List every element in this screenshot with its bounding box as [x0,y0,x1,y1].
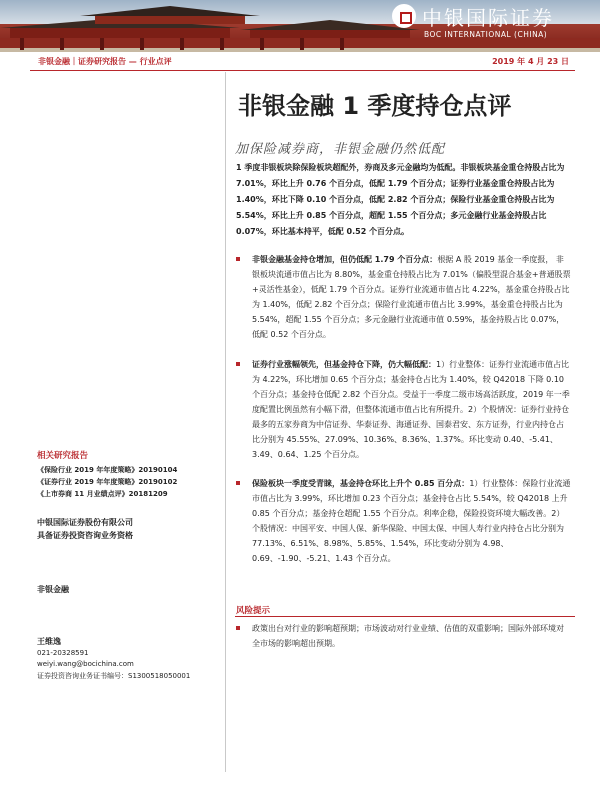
sidebar [30,72,225,772]
bullet-text: 1）行业整体：保险行业流通市值占比为 3.99%，环比增加 0.23 个百分点；基金持仓占比 5.54%，较 Q42018 上升 0.85 个百分点；基金持仓超配 1.55 个百分点。利率企稳，保险投资环境大幅改善。2）个股情况：中国平安、中国人保、新华保险、中国太保、中国人寿行业内持仓占比分别为 77.13%、6.51%、8.98%、5.85%、1.54%，环比变动分别为 4.98、0.69、-1.90、-5.21、1.43 个百分点。 [252,479,571,563]
category-bar [30,55,575,71]
bullet-square-icon [236,626,240,630]
bullet-lead: 证券行业涨幅领先，但基金持仓下降，仍大幅低配： [252,360,436,369]
bank-logo-icon [392,4,416,28]
analyst-name: 王维逸 [37,637,61,646]
page-subtitle: 加保险减券商，非银金融仍然低配 [235,142,446,157]
bullet-item [236,357,571,462]
analyst-certificate: 证券投资咨询业务证书编号：S1300518050001 [37,672,191,680]
logo-english-name: BOC INTERNATIONAL (CHINA) [424,30,548,39]
risk-text: 政策出台对行业的影响超预期；市场波动对行业业绩、估值的双重影响；国际外部环境对全市场的影响超出预期。 [252,624,564,648]
company-logo [392,2,592,46]
bullet-item [236,252,571,342]
risk-divider [235,616,575,617]
risk-heading: 风险提示 [236,606,271,616]
company-name: 中银国际证券股份有限公司 [37,518,133,527]
bullet-square-icon [236,481,240,485]
analyst-email[interactable]: weiyi.wang@bocichina.com [37,660,134,668]
summary-paragraph: 1 季度非银板块除保险板块超配外，券商及多元金融均为低配。非银板块基金重仓持股占比为 7.01%，环比上升 0.76 个百分点，低配 1.79 个百分点；证券行业基金重仓持股占比为 1.40%，环比下降 0.10 个百分点，低配 2.82 个百分点；保险行业基金重仓持股占比为 5.54%，环比上升 0.85 个百分点，超配 1.55 个百分点；多元金融行业基金持股占比 0.07%，环比基本持平，低配 0.52 个百分点。 [236,163,565,236]
related-report-item[interactable]: 《上市券商 11 月业绩点评》20181209 [37,490,168,498]
page-title: 非银金融 1 季度持仓点评 [238,92,512,120]
risk-item [236,621,571,651]
bullet-text: 1）行业整体：证券行业流通市值占比为 4.22%，环比增加 0.65 个百分点；基金持仓占比为 1.40%，较 Q42018 下降 0.10 个百分点；基金持仓低配 2.82 个百分点。受益于一季度二级市场高活跃度，2019 年一季度配置比例虽然有小幅下滑，但整体流通市值占比有所提升。2）个股情况：证券行业持仓最多的五家券商为中信证券、华泰证券、海通证券、国泰君安、东方证券，行业内持仓占比分别为 45.55%、27.09%、10.36%、8.36%、1.37%。环比变动 0.40、-5.41、3.49、0.64、1.25 个百分点。 [252,360,570,459]
related-report-item[interactable]: 《保险行业 2019 年年度策略》20190104 [37,466,178,474]
bullet-square-icon [236,257,240,261]
report-category: 非银金融｜证券研究报告 — 行业点评 [38,57,172,66]
analyst-phone: 021-20328591 [37,649,89,657]
header-banner [0,0,600,52]
bullet-lead: 非银金融基金持仓增加，但仍低配 1.79 个百分点： [252,255,438,264]
qualification: 具备证券投资咨询业务资格 [37,531,133,540]
sector-name: 非银金融 [37,585,69,594]
bullet-lead: 保险板块一季度受青睐，基金持仓环比上升个 0.85 百分点： [252,479,470,488]
related-reports-heading: 相关研究报告 [37,451,89,461]
bullet-text: 根据 A 股 2019 基金一季度报， 非银板块流通市值占比为 8.80%，基金重仓持股占比为 7.01%（偏股型混合基金+普通股票+灵活性基金），低配 1.79 个百分点。证券行业流通市值占比 4.22%，基金重仓持股占比为 1.40%，低配 2.82 个百分点；保险行业流通市值占比 3.99%，基金重仓持股占比为 5.54%，超配 1.55 个百分点；多元金融行业流通市值 0.59%，基金持股占比 0.07%，低配 0.52 个百分点。 [252,255,571,339]
related-report-item[interactable]: 《证券行业 2019 年年度策略》20190102 [37,478,178,486]
report-date: 2019 年 4 月 23 日 [492,57,569,66]
logo-chinese-name: 中银国际证券 [422,6,554,30]
bullet-square-icon [236,362,240,366]
column-divider [225,72,226,772]
bullet-item [236,476,571,566]
